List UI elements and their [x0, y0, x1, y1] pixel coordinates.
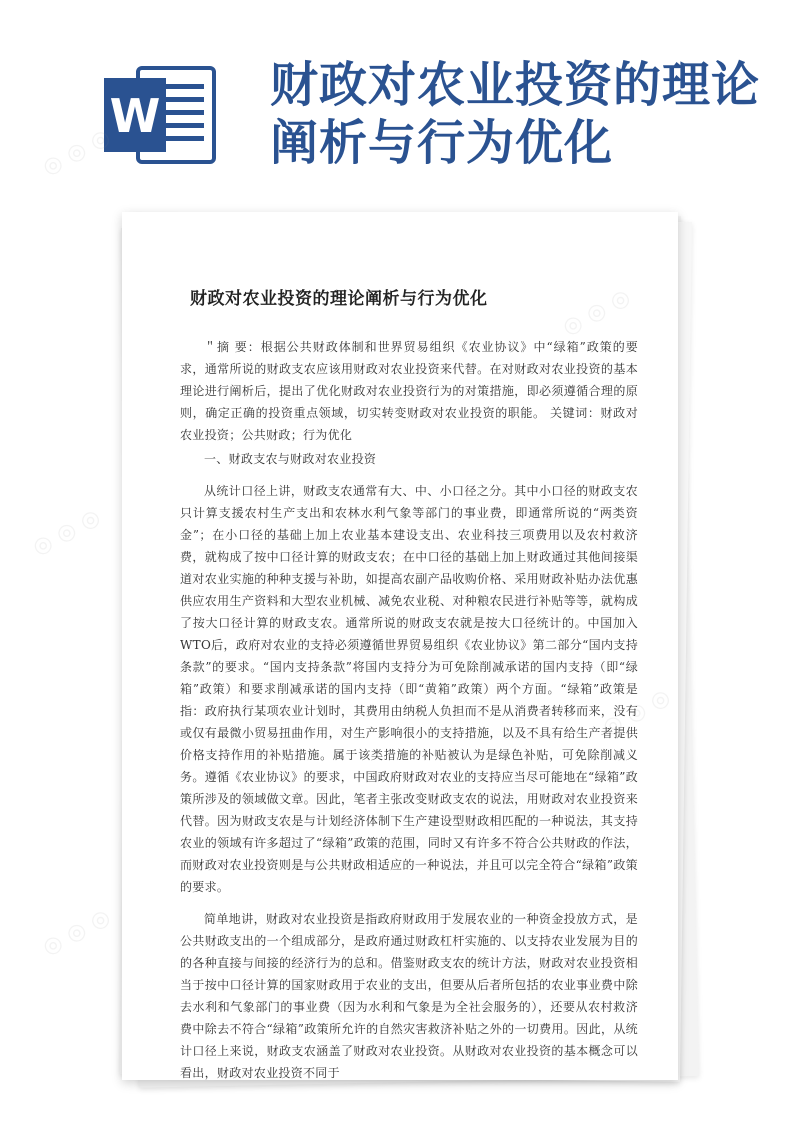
banner-title-line1: 财政对农业投资的理论 [270, 57, 761, 113]
word-document-icon [104, 64, 216, 166]
document-page [122, 212, 678, 1080]
banner-title-line2: 阐析与行为优化 [270, 115, 614, 171]
word-icon-letter: W [109, 89, 161, 143]
body-paragraph-2: 简单地讲，财政对农业投资是指政府财政用于发展农业的一种资金投放方式，是公共财政支出的一个组成部分，是政府通过财政杠杆实施的、以支持农业发展为目的的各种直接与间接的经济行为的总和。借鉴财政支农的统计方法，财政对农业投资相当于按中口径计算的国家财政用于农业的支出，但要从后者所包括的农业事业费中除去水利和气象部门的事业费（因为水利和气象是为全社会服务的），还要从农村救济费中除去不符合“绿箱”政策所允许的自然灾害救济补贴之外的一切费用。因此，从统计口径上来说，财政支农涵盖了财政对农业投资。从财政对农业投资的基本概念可以看出，财政对农业投资不同于 [180, 912, 638, 1080]
abstract-paragraph: ＂摘 要：根据公共财政体制和世界贸易组织《农业协议》中“绿箱”政策的要求，通常所说的财政支农应该用财政对农业投资来代替。在对财政对农业投资的基本理论进行阐析后，提出了优化财政对农业投资行为的对策措施，即必须遵循合理的原则，确定正确的投资重点领域，切实转变财政对农业投资的职能。 关键词：财政对农业投资；公共财政；行为优化 [180, 340, 638, 442]
section-heading: 一、财政支农与财政对农业投资 [204, 452, 377, 466]
watermark-mark: ◎ ◎ ◎ [38, 904, 115, 961]
banner-title [270, 56, 790, 172]
document-body [180, 336, 638, 1080]
watermark-mark: ◎ ◎ ◎ [28, 504, 105, 561]
watermark-mark: ◎ ◎ ◎ [38, 124, 115, 181]
banner [0, 0, 800, 200]
document-title: 财政对农业投资的理论阐析与行为优化 [190, 289, 488, 309]
body-paragraph-1: 从统计口径上讲，财政支农通常有大、中、小口径之分。其中小口径的财政支农只计算支援农村生产支出和农林水利气象等部门的事业费，即通常所说的“两类资金”；在小口径的基础上加上农业基本建设支出、农业科技三项费用以及农村救济费，就构成了按中口径计算的财政支农；在中口径的基础上加上财政通过其他间接渠道对农业实施的种种支援与补助，如提高农副产品收购价格、采用财政补贴办法优惠供应农用生产资料和大型农业机械、减免农业税、对种粮农民进行补贴等等，就构成了按大口径计算的财政支农。通常所说的财政支农就是按大口径统计的。中国加入WTO后，政府对农业的支持必须遵循世界贸易组织《农业协议》第二部分“国内支持条款”的要求。“国内支持条款”将国内支持分为可免除削减承诺的国内支持（即“绿箱”政策）和要求削减承诺的国内支持（即“黄箱”政策）两个方面。“绿箱”政策是指：政府执行某项农业计划时，其费用由纳税人负担而不是从消费者转移而来，没有或仅有最微小贸易扭曲作用，对生产影响很小的支持措施，以及不具有给生产者提供价格支持作用的补贴措施。属于该类措施的补贴被认为是绿色补贴，可免除削减义务。遵循《农业协议》的要求，中国政府财政对农业的支持应当尽可能地在“绿箱”政策所涉及的领域做文章。因此，笔者主张改变财政支农的说法，用财政对农业投资来代替。因为财政支农是与计划经济体制下生产建设型财政相匹配的一种说法，其支持农业的领域有许多超过了“绿箱”政策的范围，同时又有许多不符合公共财政的作法，而财政对农业投资则是与公共财政相适应的一种说法，并且可以完全符合“绿箱”政策的要求。 [180, 484, 638, 894]
